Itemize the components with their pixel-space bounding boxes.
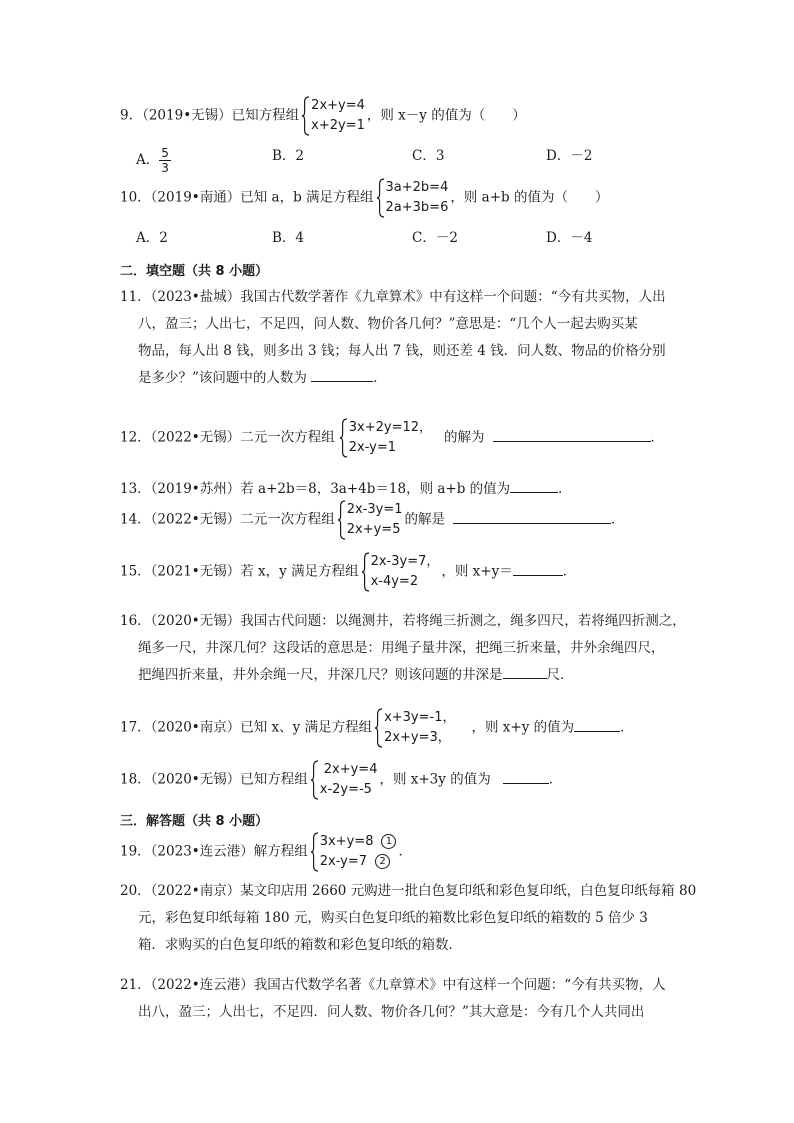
brace-icon (376, 178, 385, 218)
text-segment: 把绳四折来量，井外余绳一尺，井深几尺？则该问题的井深是 (138, 667, 503, 683)
answer-blank[interactable] (503, 769, 549, 784)
question-15-prefix: 15．（2021•无锡）若 x，y 满足方程组 (120, 563, 359, 580)
text-line: 21．（2022•连云港）我国古代数学名著《九章算术》中有这样一个问题：“今有共买物，人 (120, 977, 666, 993)
equation-line (320, 852, 397, 872)
text-line: 20．（2022•南京）某文印店用 2660 元购进一批白色复印纸和彩色复印纸，白色复印纸每箱 80 (120, 883, 697, 899)
equation-line: 2x+y=3， (384, 730, 451, 745)
text-line: 绳多一尺，井深几何？这段话的意思是：用绳子量井深，把绳三折来量，井外余绳四尺， (138, 640, 665, 656)
text-line: 11．（2023•盐城）我国古代数学著作《九章算术》中有这样一个问题：“今有共买物，人出 (120, 289, 666, 305)
brace-icon (361, 552, 370, 592)
option-a (136, 146, 171, 175)
brace-icon (339, 418, 348, 458)
equation-line: 2x+y=5 (346, 522, 401, 537)
equation-line: 2x-y=1 (348, 440, 397, 455)
text-segment: ． (650, 429, 665, 446)
question-12 (120, 418, 680, 458)
text-line: 元，彩色复印纸每箱 180 元，购买白色复印纸的箱数比彩色复印纸的箱数的 5 倍少 3 (138, 910, 648, 926)
question-10 (120, 178, 680, 218)
equation-line: 2x-3y=7， (370, 554, 440, 569)
equation-line: x+2y=1 (311, 118, 365, 133)
answer-blank[interactable] (574, 717, 620, 732)
question-11 (120, 284, 680, 392)
text-line (120, 365, 680, 392)
option-d: D．－2 (546, 148, 593, 164)
question-15-suffix: ，则 x+y＝ (441, 563, 513, 580)
equation-system (374, 708, 455, 748)
equation-text: 3x+y=8 (319, 834, 374, 849)
equation-line: 3a+2b=4 (385, 180, 449, 195)
question-20 (120, 878, 697, 959)
fraction (159, 146, 171, 175)
numerator: 5 (161, 146, 169, 160)
answer-blank[interactable] (493, 427, 651, 442)
option-d: D．－4 (546, 230, 593, 246)
equation-line: 2x-3y=1 (346, 502, 403, 517)
question-14 (120, 500, 680, 540)
text-segment: 是多少？”该问题中的人数为 (138, 370, 307, 386)
question-13-text: 13．（2019•苏州）若 a+2b＝8，3a+4b＝18，则 a+b 的值为 (120, 481, 511, 497)
equation-system (337, 500, 403, 540)
equation-line: 2x+y=4 (323, 762, 378, 777)
equation-line: x-2y=-5 (319, 782, 372, 797)
brace-icon (374, 708, 383, 748)
question-12-prefix: 12．（2022•无锡）二元一次方程组 (120, 429, 335, 446)
equation-system (376, 178, 449, 218)
question-19 (120, 832, 680, 872)
question-17-suffix: ，则 x+y 的值为 (471, 719, 575, 736)
equation-line: 2a+3b=6 (385, 200, 449, 215)
answer-blank[interactable] (503, 664, 547, 679)
text-line (120, 662, 680, 689)
option-b: B．4 (272, 230, 305, 246)
equation-system (310, 832, 397, 872)
option-a: A．2 (136, 230, 168, 246)
answer-blank[interactable] (513, 561, 563, 576)
circled-number-icon: 1 (381, 834, 396, 849)
denominator: 3 (161, 161, 169, 175)
question-18-prefix: 18．（2020•无锡）已知方程组 (120, 771, 308, 788)
question-17-prefix: 17．（2020•南京）已知 x、y 满足方程组 (120, 719, 373, 736)
question-15 (120, 552, 680, 592)
text-segment: ． (562, 563, 577, 580)
question-9-prefix: 9．（2019•无锡）已知方程组 (120, 107, 300, 124)
text-line: 出八，盈三；人出七，不足四．问人数、物价各几何？”其大意是：今有几个人共同出 (138, 1004, 645, 1020)
text-segment: ． (548, 771, 563, 788)
question-17 (120, 708, 680, 748)
text-line: 箱．求购买的白色复印纸的箱数和彩色复印纸的箱数． (138, 937, 462, 953)
question-13 (120, 478, 680, 499)
text-line: 16．（2020•无锡）我国古代问题：以绳测井，若将绳三折测之，绳多四尺，若将绳四折测之， (120, 613, 686, 629)
text-line: 八，盈三；人出七，不足四，问人数、物价各几何？”意思是：“几个人一起去购买某 (138, 316, 638, 332)
text-segment: ． (611, 511, 625, 528)
option-b: B．2 (272, 148, 305, 164)
question-16 (120, 608, 686, 689)
circled-number-icon: 2 (375, 854, 390, 869)
question-10-prefix: 10．（2019•南通）已知 a，b 满足方程组 (120, 189, 374, 206)
equation-system (301, 96, 365, 136)
question-9-suffix: ，则 x－y 的值为（ ） (366, 107, 526, 124)
equation-system (339, 418, 432, 458)
equation-system (361, 552, 440, 592)
brace-icon (310, 832, 319, 872)
text-segment: ． (620, 719, 634, 736)
answer-blank[interactable] (453, 509, 611, 524)
question-21 (120, 972, 680, 1026)
option-c: C．－2 (412, 230, 458, 246)
equation-line: x+3y=-1， (384, 710, 456, 725)
equation-line: 3x+2y=12， (348, 420, 433, 435)
equation-text: 2x-y=7 (319, 854, 368, 869)
text-segment: 尺． (546, 667, 574, 683)
question-19-prefix: 19．（2023•连云港）解方程组 (120, 843, 308, 860)
brace-icon (337, 500, 346, 540)
text-segment: ． (373, 370, 387, 386)
brace-icon (301, 96, 310, 136)
answer-blank[interactable] (510, 478, 558, 493)
question-10-suffix: ，则 a+b 的值为（ ） (450, 189, 609, 206)
text-segment: ． (558, 481, 572, 497)
section-heading: 二．填空题（共 8 小题） (120, 264, 269, 279)
question-14-prefix: 14．（2022•无锡）二元一次方程组 (120, 511, 335, 528)
section-heading: 三．解答题（共 8 小题） (120, 814, 269, 829)
option-label: A． (136, 152, 160, 168)
equation-line: 2x+y=4 (311, 98, 365, 113)
text-segment: ． (398, 843, 412, 860)
question-14-suffix: 的解是 (404, 511, 446, 528)
option-c: C．3 (412, 148, 445, 164)
question-9 (120, 96, 680, 136)
question-18-suffix: ，则 x+3y 的值为 (379, 771, 491, 788)
answer-blank[interactable] (311, 367, 373, 382)
equation-line (320, 832, 397, 852)
text-line: 物品，每人出 8 钱，则多出 3 钱；每人出 7 钱，则还差 4 钱．问人数、物品的价格分别 (138, 343, 666, 359)
equation-system (310, 760, 378, 800)
question-18 (120, 760, 680, 800)
question-12-suffix: 的解为 (444, 429, 485, 446)
equation-line: x-4y=2 (370, 574, 419, 589)
brace-icon (310, 760, 319, 800)
